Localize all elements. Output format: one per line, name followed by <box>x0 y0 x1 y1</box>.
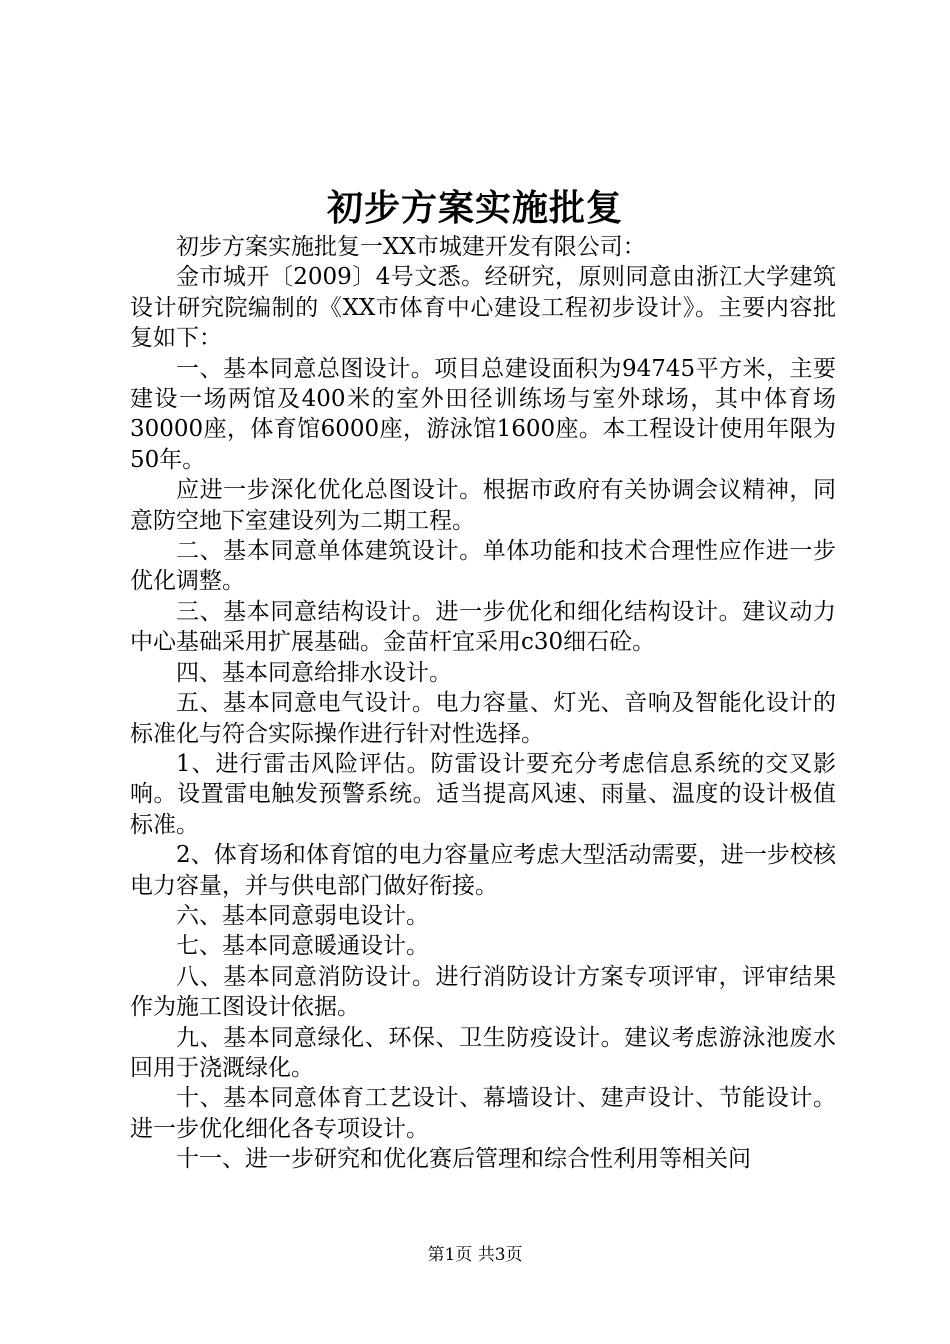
paragraph-item-10: 十、基本同意体育工艺设计、幕墙设计、建声设计、节能设计。进一步优化细化各专项设计。 <box>130 1085 836 1142</box>
paragraph-item-7: 七、基本同意暖通设计。 <box>176 933 429 960</box>
paragraph-item-11: 十一、进一步研究和优化赛后管理和综合性利用等相关问 <box>176 1146 751 1173</box>
paragraph-item-3: 三、基本同意结构设计。进一步优化和细化结构设计。建议动力中心基础采用扩展基础。金苗杆宜采用c30细石砼。 <box>130 598 836 656</box>
paragraph-item-6: 六、基本同意弱电设计。 <box>176 902 429 929</box>
document-body <box>130 232 836 1175</box>
page-number-footer: 第1页 共3页 <box>427 1245 523 1265</box>
paragraph-addressee: 初步方案实施批复一XX市城建开发有限公司： <box>176 234 646 260</box>
paragraph-item-5-sub-2: 2、体育场和体育馆的电力容量应考虑大型活动需要，进一步校核电力容量，并与供电部门做好衔接。 <box>130 842 836 899</box>
paragraph-item-1: 一、基本同意总图设计。项目总建设面积为94745平方米，主要建设一场两馆及400米的室外田径训练场与室外球场，其中体育场30000座，体育馆6000座，游泳馆1600座。本工程设计使用年限为50年。 <box>130 355 836 473</box>
document-title: 初步方案实施批复 <box>326 187 623 229</box>
paragraph-intro: 金市城开〔2009〕4号文悉。经研究，原则同意由浙江大学建筑设计研究院编制的《XX市体育中心建设工程初步设计》。主要内容批复如下： <box>130 264 836 352</box>
paragraph-item-2: 二、基本同意单体建筑设计。单体功能和技术合理性应作进一步优化调整。 <box>130 538 836 595</box>
paragraph-item-1-note: 应进一步深化优化总图设计。根据市政府有关协调会议精神，同意防空地下室建设列为二期工程。 <box>130 477 836 534</box>
paragraph-item-8: 八、基本同意消防设计。进行消防设计方案专项评审，评审结果作为施工图设计依据。 <box>130 963 836 1021</box>
paragraph-item-5: 五、基本同意电气设计。电力容量、灯光、音响及智能化设计的标准化与符合实际操作进行针对性选择。 <box>130 690 836 747</box>
paragraph-item-5-sub-1: 1、进行雷击风险评估。防雷设计要充分考虑信息系统的交叉影响。设置雷电触发预警系统。适当提高风速、雨量、温度的设计极值标准。 <box>130 750 836 838</box>
paragraph-item-9: 九、基本同意绿化、环保、卫生防疫设计。建议考虑游泳池废水回用于浇溉绿化。 <box>130 1024 836 1081</box>
paragraph-item-4: 四、基本同意给排水设计。 <box>176 659 452 686</box>
